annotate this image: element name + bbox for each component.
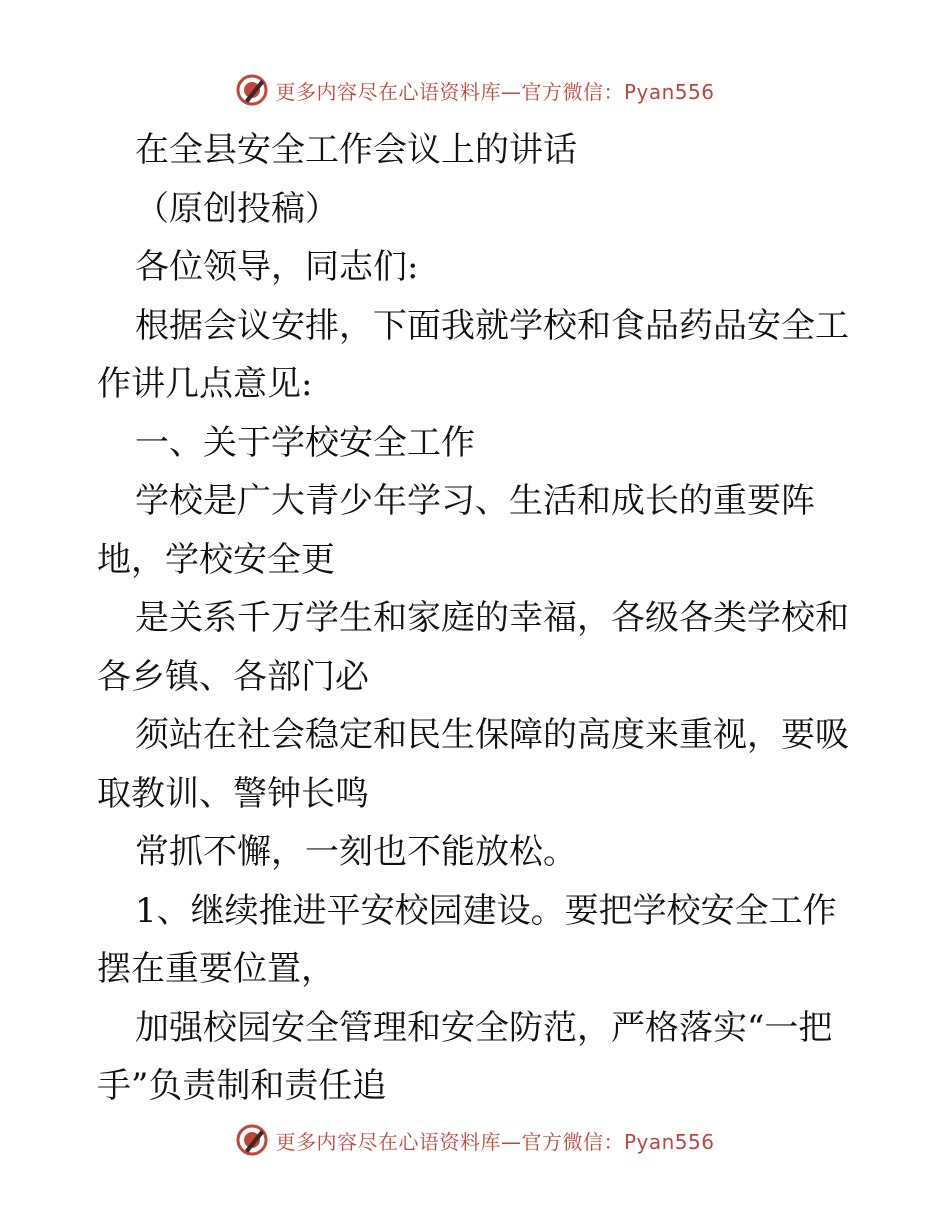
salutation: 各位领导，同志们:: [135, 247, 419, 287]
paragraph: 加强校园安全管理和安全防范，严格落实“一把手”负责制和责任追: [97, 1007, 833, 1106]
pen-seal-icon: [235, 73, 269, 107]
doc-subtitle: （原创投稿）: [135, 188, 339, 229]
paragraph: 常抓不懈，一刻也不能放松。: [135, 832, 577, 872]
header-watermark: [0, 70, 950, 110]
paragraph: 须站在社会稳定和民生保障的高度来重视，要吸取教训、警钟长鸣: [97, 715, 849, 814]
paragraph: 学校是广大青少年学习、生活和成长的重要阵地，学校安全更: [97, 481, 815, 580]
footer-watermark: [0, 1120, 950, 1160]
doc-title: 在全县安全工作会议上的讲话: [135, 130, 577, 170]
paragraph: 1、继续推进平安校园建设。要把学校安全工作摆在重要位置，: [97, 890, 837, 989]
paragraph: 根据会议安排，下面我就学校和食品药品安全工作讲几点意见:: [97, 305, 849, 404]
document-body: [97, 121, 857, 1116]
pen-seal-icon: [235, 1123, 269, 1157]
watermark-text: 更多内容尽在心语资料库—官方微信：Pyan556: [275, 1129, 715, 1154]
paragraph: 是关系千万学生和家庭的幸福，各级各类学校和各乡镇、各部门必: [97, 598, 849, 697]
section-heading: 一、关于学校安全工作: [135, 422, 475, 463]
watermark-text: 更多内容尽在心语资料库—官方微信：Pyan556: [275, 79, 715, 104]
